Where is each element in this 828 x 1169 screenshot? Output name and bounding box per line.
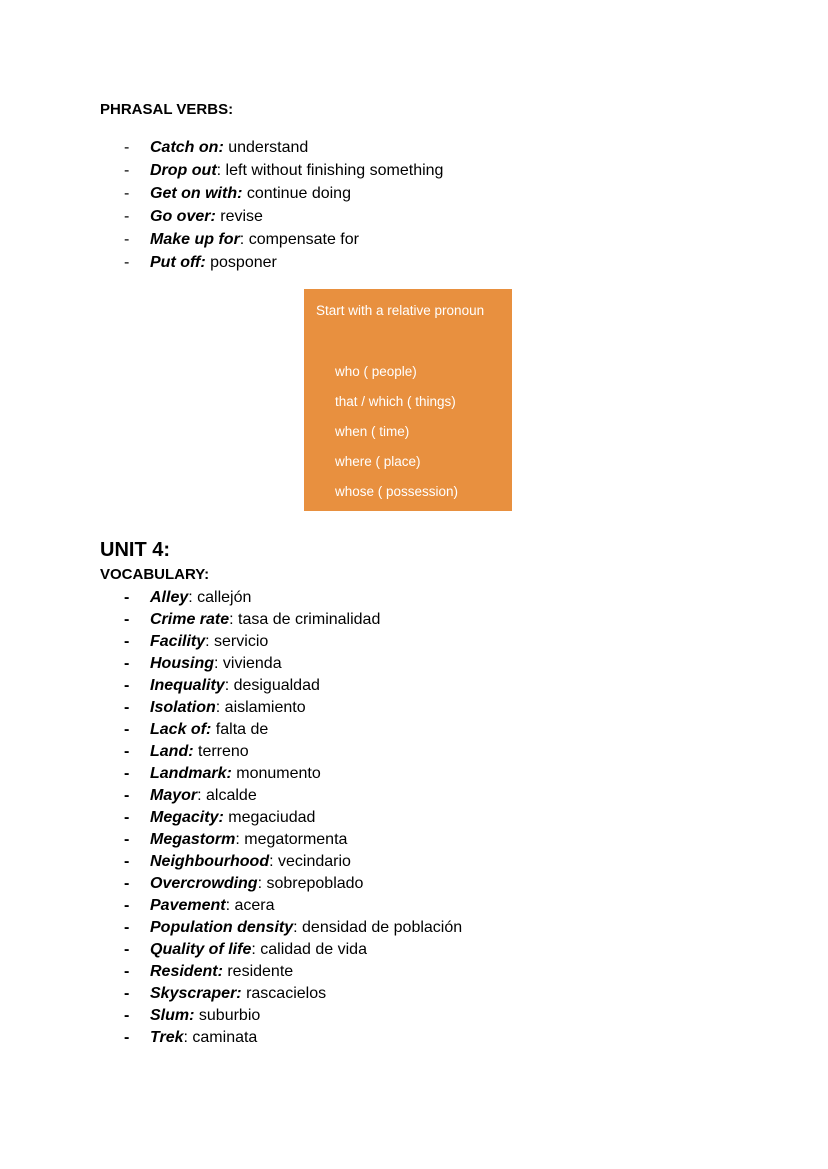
- unit-title: UNIT 4:: [100, 539, 170, 561]
- list-dash: -: [124, 139, 130, 156]
- vocab-definition: residente: [222, 963, 294, 980]
- phrasal-verb-term: Get on with:: [150, 185, 243, 202]
- vocab-item: [124, 631, 462, 653]
- phrasal-verbs-list: [124, 136, 443, 274]
- vocabulary-list: [124, 587, 462, 1049]
- vocab-definition: megaciudad: [223, 809, 316, 826]
- vocab-definition: rascacielos: [241, 985, 327, 1002]
- vocab-item: [124, 807, 462, 829]
- phrasal-verb-definition: posponer: [205, 254, 277, 271]
- list-dash: -: [124, 809, 130, 826]
- relative-pronoun-item: whose ( possession): [335, 484, 459, 499]
- list-dash: -: [124, 208, 130, 225]
- vocab-definition: : densidad de población: [293, 919, 463, 936]
- phrasal-verb-term: Put off:: [150, 254, 206, 271]
- list-dash: -: [124, 677, 130, 694]
- relative-pronoun-item: where ( place): [335, 454, 421, 469]
- vocab-item: [124, 675, 462, 697]
- phrasal-verb-item: [124, 228, 443, 251]
- vocab-term: Skyscraper:: [150, 985, 242, 1002]
- list-dash: -: [124, 985, 130, 1002]
- vocab-term: Land:: [150, 743, 194, 760]
- vocab-term: Isolation: [150, 699, 216, 716]
- phrasal-verb-definition: understand: [223, 139, 309, 156]
- vocab-term: Megacity:: [150, 809, 224, 826]
- vocab-definition: : desigualdad: [224, 677, 320, 694]
- phrasal-verb-term: Drop out: [150, 162, 217, 179]
- vocab-term: Inequality: [150, 677, 225, 694]
- relative-pronoun-item: that / which ( things): [335, 394, 456, 409]
- vocab-definition: : alcalde: [197, 787, 257, 804]
- relative-pronoun-item: who ( people): [335, 364, 417, 379]
- vocab-term: Slum:: [150, 1007, 195, 1024]
- vocab-term: Facility: [150, 633, 206, 650]
- vocab-item: [124, 895, 462, 917]
- list-dash: -: [124, 231, 130, 248]
- list-dash: -: [124, 919, 130, 936]
- vocab-definition: : callejón: [188, 589, 252, 606]
- relative-pronoun-item: when ( time): [335, 424, 410, 439]
- vocabulary-title: VOCABULARY:: [100, 566, 210, 583]
- vocab-definition: : servicio: [205, 633, 269, 650]
- phrasal-verb-term: Catch on:: [150, 139, 224, 156]
- relative-pronoun-list: [335, 362, 458, 512]
- vocab-term: Housing: [150, 655, 214, 672]
- vocab-definition: : caminata: [183, 1029, 258, 1046]
- vocab-item: [124, 697, 462, 719]
- relative-pronoun-box-title: Start with a relative pronoun: [316, 303, 485, 318]
- vocab-item: [124, 829, 462, 851]
- list-dash: -: [124, 875, 130, 892]
- list-dash: -: [124, 1007, 130, 1024]
- vocab-definition: suburbio: [194, 1007, 261, 1024]
- vocab-term: Landmark:: [150, 765, 232, 782]
- list-dash: -: [124, 699, 130, 716]
- phrasal-verbs-title: PHRASAL VERBS:: [100, 101, 234, 118]
- vocab-definition: : calidad de vida: [251, 941, 367, 958]
- vocab-definition: : acera: [225, 897, 275, 914]
- phrasal-verb-definition: continue doing: [242, 185, 351, 202]
- vocab-item: [124, 653, 462, 675]
- list-dash: -: [124, 254, 130, 271]
- vocab-definition: monumento: [231, 765, 321, 782]
- vocab-definition: falta de: [211, 721, 269, 738]
- phrasal-verb-item: [124, 251, 443, 274]
- phrasal-verb-definition: : compensate for: [239, 231, 359, 248]
- list-dash: -: [124, 655, 130, 672]
- vocab-item: [124, 983, 462, 1005]
- vocab-term: Overcrowding: [150, 875, 258, 892]
- vocab-item: [124, 785, 462, 807]
- vocab-item: [124, 873, 462, 895]
- vocab-term: Mayor: [150, 787, 198, 804]
- vocab-definition: terreno: [193, 743, 249, 760]
- relative-pronoun-box: [304, 289, 512, 511]
- list-dash: -: [124, 765, 130, 782]
- list-dash: -: [124, 853, 130, 870]
- vocab-term: Quality of life: [150, 941, 252, 958]
- list-dash: -: [124, 589, 130, 606]
- vocab-item: [124, 851, 462, 873]
- list-dash: -: [124, 633, 130, 650]
- phrasal-verb-definition: revise: [215, 208, 263, 225]
- list-dash: -: [124, 831, 130, 848]
- list-dash: -: [124, 1029, 130, 1046]
- list-dash: -: [124, 611, 130, 628]
- phrasal-verb-item: [124, 159, 443, 182]
- list-dash: -: [124, 721, 130, 738]
- vocab-item: [124, 587, 462, 609]
- vocab-item: [124, 609, 462, 631]
- vocab-term: Neighbourhood: [150, 853, 270, 870]
- vocab-term: Population density: [150, 919, 294, 936]
- list-dash: -: [124, 787, 130, 804]
- vocab-item: [124, 961, 462, 983]
- vocab-term: Crime rate: [150, 611, 230, 628]
- list-dash: -: [124, 743, 130, 760]
- vocab-term: Megastorm: [150, 831, 236, 848]
- vocab-definition: : vecindario: [269, 853, 351, 870]
- vocab-item: [124, 719, 462, 741]
- vocab-definition: : megatormenta: [235, 831, 348, 848]
- vocab-item: [124, 741, 462, 763]
- phrasal-verb-term: Go over:: [150, 208, 216, 225]
- phrasal-verb-item: [124, 136, 443, 159]
- list-dash: -: [124, 963, 130, 980]
- vocab-definition: : tasa de criminalidad: [229, 611, 381, 628]
- vocab-term: Resident:: [150, 963, 223, 980]
- vocab-item: [124, 917, 462, 939]
- vocab-item: [124, 1027, 462, 1049]
- vocab-term: Pavement: [150, 897, 226, 914]
- phrasal-verb-item: [124, 182, 443, 205]
- vocab-definition: : sobrepoblado: [257, 875, 364, 892]
- phrasal-verb-definition: : left without finishing something: [216, 162, 444, 179]
- phrasal-verb-item: [124, 205, 443, 228]
- phrasal-verb-term: Make up for: [150, 231, 240, 248]
- vocab-definition: : aislamiento: [215, 699, 306, 716]
- vocab-item: [124, 1005, 462, 1027]
- vocab-term: Alley: [150, 589, 189, 606]
- vocab-item: [124, 763, 462, 785]
- vocab-definition: : vivienda: [214, 655, 282, 672]
- list-dash: -: [124, 162, 130, 179]
- list-dash: -: [124, 185, 130, 202]
- list-dash: -: [124, 941, 130, 958]
- vocab-term: Trek: [150, 1029, 184, 1046]
- vocab-item: [124, 939, 462, 961]
- vocab-term: Lack of:: [150, 721, 212, 738]
- list-dash: -: [124, 897, 130, 914]
